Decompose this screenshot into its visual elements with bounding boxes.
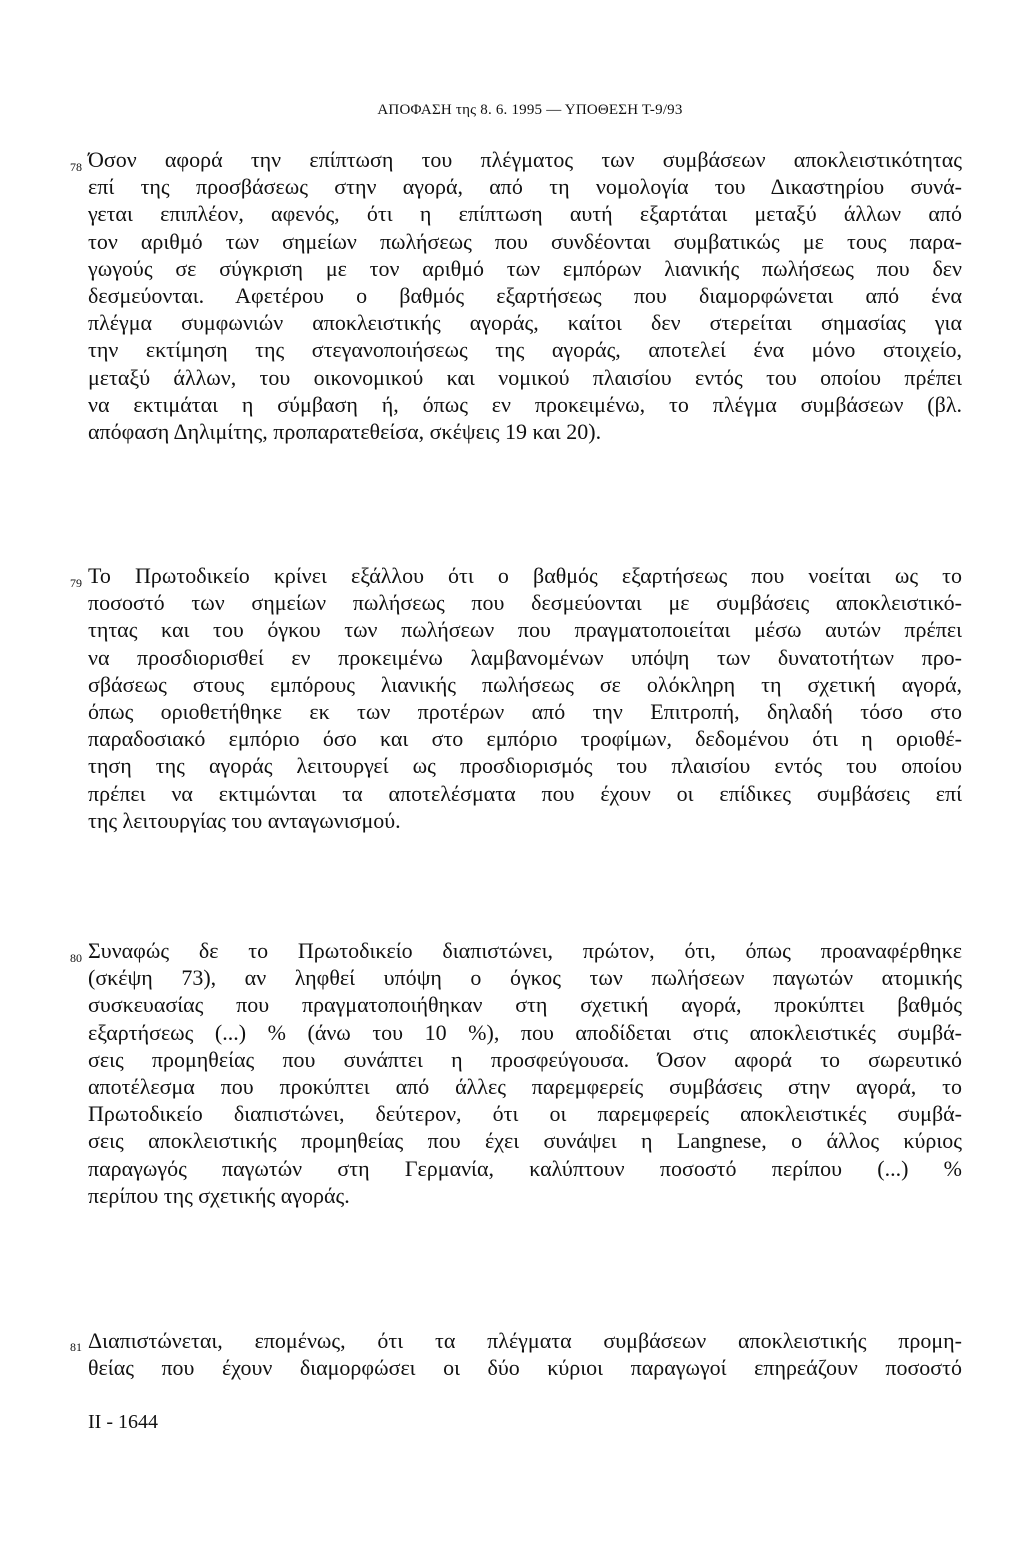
page-header: ΑΠΟΦΑΣΗ της 8. 6. 1995 — ΥΠΟΘΕΣΗ Τ-9/93 — [377, 102, 683, 118]
text-line: συσκευασίας που πραγματοποιήθηκαν στη σχετική αγορά, προκύπτει βαθμός — [88, 992, 962, 1018]
text-line: παραδοσιακό εμπόριο όσο και στο εμπόριο τροφίμων, δεδομένου ότι η οριοθέ- — [88, 726, 962, 752]
text-line: μεταξύ άλλων, του οικονομικού και νομικού πλαισίου εντός του οποίου πρέπει — [88, 364, 962, 390]
text-line: Όσον αφορά την επίπτωση του πλέγματος των συμβάσεων αποκλειστικότητας — [88, 147, 962, 172]
text-line: θείας που έχουν διαμορφώσει οι δύο κύριοι παραγωγοί επηρεάζουν ποσοστό — [88, 1355, 962, 1381]
paragraph-78 — [88, 146, 962, 445]
text-line: να εκτιμάται η σύμβαση ή, όπως εν προκειμένω, το πλέγμα συμβάσεων (βλ. — [88, 391, 962, 417]
paragraph-80 — [88, 937, 962, 1209]
text-line: σεις προμηθείας που συνάπτει η προσφεύγουσα. Όσον αφορά το σωρευτικό — [88, 1046, 962, 1072]
text-line: (σκέψη 73), αν ληφθεί υπόψη ο όγκος των πωλήσεων παγωτών ατομικής — [88, 965, 962, 991]
text-line: Συναφώς δε το Πρωτοδικείο διαπιστώνει, πρώτον, ότι, όπως προαναφέρθηκε — [88, 938, 962, 963]
text-line: Διαπιστώνεται, επομένως, ότι τα πλέγματα συμβάσεων αποκλειστικής προμη- — [88, 1328, 962, 1353]
paragraph-81 — [88, 1327, 962, 1381]
text-line: αποτέλεσμα που προκύπτει από άλλες παρεμφερείς συμβάσεις στην αγορά, το — [88, 1074, 962, 1100]
text-line: δεσμεύονται. Αφετέρου ο βαθμός εξαρτήσεως που διαμορφώνεται από ένα — [88, 283, 962, 309]
text-line: ποσοστό των σημείων πωλήσεως που δεσμεύονται με συμβάσεις αποκλειστικό- — [88, 590, 962, 616]
text-line: πρέπει να εκτιμώνται τα αποτελέσματα που έχουν οι επίδικες συμβάσεις επί — [88, 780, 962, 806]
text-line: της λειτουργίας του ανταγωνισμού. — [88, 807, 401, 833]
text-line: επί της προσβάσεως στην αγορά, από τη νομολογία του Δικαστηρίου συνά- — [88, 174, 962, 200]
paragraph-79 — [88, 562, 962, 834]
text-line: σεις αποκλειστικής προμηθείας που έχει συνάψει η Langnese, ο άλλος κύριος — [88, 1128, 962, 1154]
text-line: πλέγμα συμφωνιών αποκλειστικής αγοράς, καίτοι δεν στερείται σημασίας για — [88, 310, 962, 336]
paragraph-number: 79 — [70, 576, 82, 590]
text-line: Πρωτοδικείο διαπιστώνει, δεύτερον, ότι οι παρεμφερείς αποκλειστικές συμβά- — [88, 1101, 962, 1127]
text-line: απόφαση Δηλιμίτης, προπαρατεθείσα, σκέψεις 19 και 20). — [88, 419, 602, 445]
text-line: να προσδιορισθεί εν προκειμένω λαμβανομένων υπόψη των δυνατοτήτων προ- — [88, 644, 962, 670]
text-line: όπως οριοθετήθηκε εκ των προτέρων από την Επιτροπή, δηλαδή τόσο στο — [88, 699, 962, 725]
text-line: σβάσεως στους εμπόρους λιανικής πωλήσεως σε ολόκληρη τη σχετική αγορά, — [88, 671, 962, 697]
page-footer: II - 1644 — [88, 1411, 158, 1433]
text-line: περίπου της σχετικής αγοράς. — [88, 1182, 350, 1208]
text-line: την εκτίμηση της στεγανοποιήσεως της αγοράς, αποτελεί ένα μόνο στοιχείο, — [88, 337, 962, 363]
text-line: τητας και του όγκου των πωλήσεων που πραγματοποιείται μέσω αυτών πρέπει — [88, 617, 962, 643]
text-line: παραγωγός παγωτών στη Γερμανία, καλύπτουν ποσοστό περίπου (...) % — [88, 1155, 962, 1181]
text-line: τον αριθμό των σημείων πωλήσεως που συνδέονται συμβατικώς με τους παρα- — [88, 228, 962, 254]
text-line: γεται επιπλέον, αφενός, ότι η επίπτωση αυτή εξαρτάται μεταξύ άλλων από — [88, 201, 962, 227]
text-line: εξαρτήσεως (...) % (άνω του 10 %), που αποδίδεται στις αποκλειστικές συμβά- — [88, 1019, 962, 1045]
paragraph-number: 80 — [70, 951, 82, 965]
paragraph-number: 78 — [70, 160, 82, 174]
text-line: τηση της αγοράς λειτουργεί ως προσδιορισμός του πλαισίου εντός του οποίου — [88, 753, 962, 779]
paragraph-number: 81 — [70, 1340, 82, 1354]
text-line: Το Πρωτοδικείο κρίνει εξάλλου ότι ο βαθμός εξαρτήσεως που νοείται ως το — [88, 563, 962, 588]
text-line: γωγούς σε σύγκριση με τον αριθμό των εμπόρων λιανικής πωλήσεως που δεν — [88, 255, 962, 281]
